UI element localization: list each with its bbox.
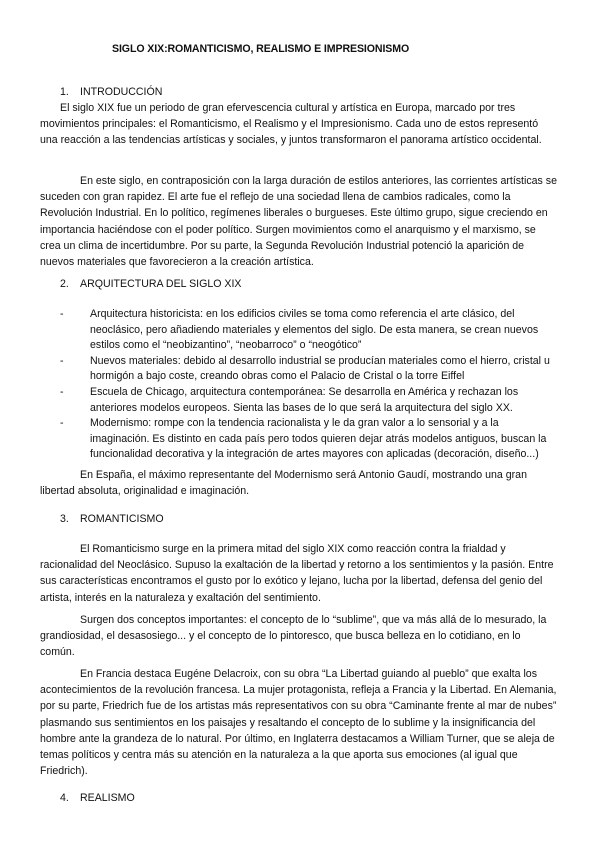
section-number: 2. bbox=[60, 278, 69, 290]
paragraph: El siglo XIX fue un periodo de gran efervescencia cultural y artística en Europa, marcado por tres movimientos principales: el Romanticismo, el Realismo y el Impresionismo. Cada uno de estos representó una reacción a las tendencias artísticas y sociales, y juntos transformaron el panorama artístico occidental. bbox=[40, 102, 542, 147]
paragraph: El Romanticismo surge en la primera mitad del siglo XIX como reacción contra la frialdad y racionalidad del Neoclásico. Supuso la exaltación de la libertad y retorno a los sentimientos y la pasión. Entre sus características encontramos el gusto por lo exótico y lejano, lucha por la libertad, defensa del genio del artista, interés en la naturaleza y exaltación del sentimiento. bbox=[40, 543, 554, 604]
architecture-list bbox=[60, 307, 556, 463]
list-item: - Escuela de Chicago, arquitectura contemporánea: Se desarrolla en América y rechazan los anteriores modelos europeos. Sienta las bases de lo que será la arquitectura del siglo XX. bbox=[60, 385, 556, 416]
section-title: REALISMO bbox=[80, 792, 135, 804]
paragraph: En España, el máximo representante del Modernismo será Antonio Gaudí, mostrando una gran libertad absoluta, originalidad e imaginación. bbox=[40, 469, 527, 498]
paragraph: En este siglo, en contraposición con la larga duración de estilos anteriores, las corrientes artísticas se suceden con gran rapidez. El arte fue el reflejo de una sociedad llena de cambios radicales, como la Revolución Industrial. En lo político, regímenes liberales o burgueses. Este último grupo, sigue creciendo en importancia haciéndose con el poder político. Surgen movimientos como el anarquismo y el marxismo, se crea un clima de incertidumbre. Por su parte, la Segunda Revolución Industrial potenció la aparición de nuevos materiales que favorecieron a la creación artística. bbox=[40, 175, 557, 269]
paragraph: Surgen dos conceptos importantes: el concepto de lo “sublime”, que va más allá de lo mesurado, la grandiosidad, el desasosiego... y el concepto de lo pintoresco, que busca belleza en lo cotidiano, en lo común. bbox=[40, 614, 547, 659]
section-number: 3. bbox=[60, 513, 69, 525]
section-title: ROMANTICISMO bbox=[80, 513, 164, 525]
list-item: - Nuevos materiales: debido al desarrollo industrial se producían materiales como el hierro, cristal u hormigón a bajo coste, creando obras como el Palacio de Cristal o la torre Eiffel bbox=[60, 354, 556, 385]
list-item: - Arquitectura historicista: en los edificios civiles se toma como referencia el arte clásico, del neoclásico, pero añadiendo materiales y elementos del siglo. De esta manera, se crean nuevos estilos como el “neobizantino”, “neobarroco” o “neogótico” bbox=[60, 307, 556, 354]
paragraph: En Francia destaca Eugéne Delacroix, con su obra “La Libertad guiando al pueblo” que exalta los acontecimientos de la revolución francesa. La mujer protagonista, refleja a Francia y la Libertad. En Alemania, por su parte, Friedrich fue de los artistas más representativos con su obra “Caminante frente al mar de nubes” plasmando sus sentimientos en los paisajes y resaltando el concepto de lo sublime y la insignificancia del hombre ante la grandeza de lo natural. Por último, en Inglaterra destacamos a William Turner, que se aleja de temas políticos y centra más su atención en la naturaleza a la que aporta sus emociones (al igual que Friedrich). bbox=[40, 668, 557, 778]
list-item: - Modernismo: rompe con la tendencia racionalista y le da gran valor a lo sensorial y a la imaginación. Es distinto en cada país pero todos quieren dejar atrás modelos antiguos, buscan la funcionalidad decorativa y la integración de artes mayores con aplicadas (decoración, diseño...) bbox=[60, 416, 556, 463]
section-heading-arquitectura bbox=[60, 278, 242, 290]
section-title: INTRODUCCIÓN bbox=[80, 86, 163, 98]
section-title: ARQUITECTURA DEL SIGLO XIX bbox=[80, 278, 242, 290]
section-number: 1. bbox=[60, 86, 69, 98]
document-title: SIGLO XIX:ROMANTICISMO, REALISMO E IMPRESIONISMO bbox=[112, 43, 410, 55]
section-heading-romanticismo bbox=[60, 513, 164, 525]
section-heading-realismo bbox=[60, 792, 135, 804]
section-heading-introduccion bbox=[60, 86, 162, 98]
section-number: 4. bbox=[60, 792, 69, 804]
